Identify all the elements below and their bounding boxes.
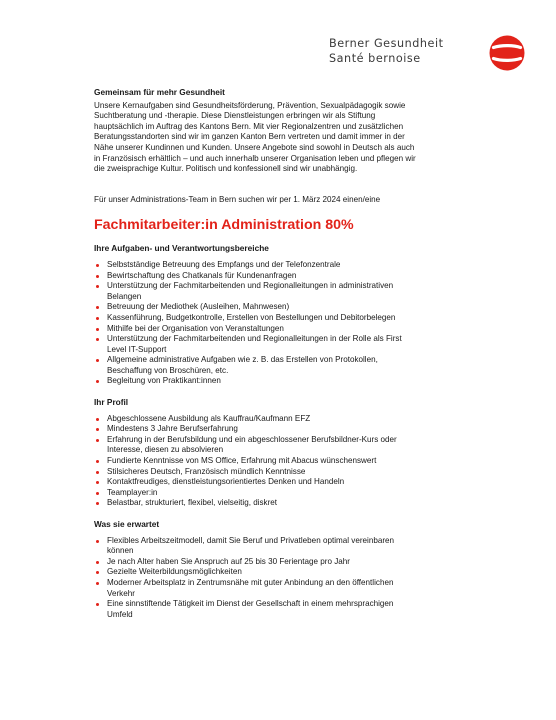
list-item-line: Abgeschlossene Ausbildung als Kauffrau/Kaufmann EFZ bbox=[107, 413, 311, 423]
list-item bbox=[94, 488, 474, 499]
list-item-line: Interesse, diesen zu absolvieren bbox=[107, 445, 224, 455]
bullet-dot-icon bbox=[96, 502, 99, 505]
list-item-line: Moderner Arbeitsplatz in Zentrumsnähe mit guter Anbindung an den öffentlichen bbox=[107, 577, 394, 587]
list-item-line: Gezielte Weiterbildungsmöglichkeiten bbox=[107, 567, 242, 577]
bullet-dot-icon bbox=[96, 471, 99, 474]
list-item-line: Belangen bbox=[107, 291, 142, 301]
list-item bbox=[94, 467, 474, 478]
bullet-dot-icon bbox=[96, 275, 99, 278]
bullet-dot-icon bbox=[96, 359, 99, 362]
berner-gesundheit-logo-icon bbox=[489, 30, 525, 76]
bullet-dot-icon bbox=[96, 540, 99, 543]
bullet-dot-icon bbox=[96, 561, 99, 564]
intro-text: Für unser Administrations-Team in Bern suchen wir per 1. März 2024 einen/eine bbox=[94, 194, 381, 204]
list-item-line: Umfeld bbox=[107, 609, 133, 619]
list-item bbox=[94, 302, 474, 313]
list-item-line: Belastbar, strukturiert, flexibel, vielseitig, diskret bbox=[107, 498, 278, 508]
list-item bbox=[94, 324, 474, 335]
bullet-dot-icon bbox=[96, 317, 99, 320]
about-line: Suchtberatung und -therapie. Diese Dienstleistungen erbringen wir als Stiftung bbox=[94, 111, 376, 121]
list-item-line: Beschaffung von Broschüren, etc. bbox=[107, 365, 229, 375]
tasks-list bbox=[94, 260, 474, 387]
list-item bbox=[94, 557, 474, 568]
list-item-line: Betreuung der Mediothek (Ausleihen, Mahnwesen) bbox=[107, 302, 290, 312]
bullet-dot-icon bbox=[96, 571, 99, 574]
list-item-line: Fundierte Kenntnisse von MS Office, Erfahrung mit Abacus wünschenswert bbox=[107, 456, 377, 466]
brand-header bbox=[329, 36, 529, 66]
list-item bbox=[94, 599, 474, 620]
about-line: die zweisprachige Kultur. Politisch und konfessionell sind wir unabhängig. bbox=[94, 164, 358, 174]
document-body bbox=[94, 87, 474, 620]
bullet-dot-icon bbox=[96, 418, 99, 421]
bullet-dot-icon bbox=[96, 264, 99, 267]
about-line: Beratungsstandorten sind wir im ganzen Kanton Bern vertreten und damit immer in der bbox=[94, 132, 405, 142]
list-item bbox=[94, 334, 474, 355]
list-item bbox=[94, 313, 474, 324]
list-item bbox=[94, 536, 474, 557]
list-item-line: Flexibles Arbeitszeitmodell, damit Sie Beruf und Privatleben optimal vereinbaren bbox=[107, 535, 395, 545]
job-title: Fachmitarbeiter:in Administration 80% bbox=[94, 217, 354, 234]
bullet-dot-icon bbox=[96, 306, 99, 309]
list-item-line: Stilsicheres Deutsch, Französisch mündlich Kenntnisse bbox=[107, 466, 306, 476]
list-item-line: können bbox=[107, 546, 134, 556]
list-item-line: Je nach Alter haben Sie Anspruch auf 25 bis 30 Ferientage pro Jahr bbox=[107, 556, 350, 566]
list-item-line: Verkehr bbox=[107, 588, 135, 598]
tasks-heading: Ihre Aufgaben- und Verantwortungsbereiche bbox=[94, 243, 269, 254]
bullet-dot-icon bbox=[96, 328, 99, 331]
list-item-line: Allgemeine administrative Aufgaben wie z. B. das Erstellen von Protokollen, bbox=[107, 355, 378, 365]
list-item-line: Kontaktfreudiges, dienstleistungsorientiertes Denken und Handeln bbox=[107, 477, 345, 487]
bullet-dot-icon bbox=[96, 380, 99, 383]
bullet-dot-icon bbox=[96, 338, 99, 341]
list-item bbox=[94, 498, 474, 509]
list-item-line: Teamplayer:in bbox=[107, 487, 158, 497]
about-line: in Französisch erhältlich – und auch innerhalb unserer Organisation leben und pflegen wir bbox=[94, 153, 416, 163]
about-heading: Gemeinsam für mehr Gesundheit bbox=[94, 87, 225, 97]
list-item bbox=[94, 355, 474, 376]
list-item bbox=[94, 567, 474, 578]
list-item-line: Begleitung von Praktikant:innen bbox=[107, 376, 221, 386]
list-item bbox=[94, 260, 474, 271]
brand-name-fr: Santé bernoise bbox=[329, 52, 421, 65]
profile-list bbox=[94, 414, 474, 509]
offer-list bbox=[94, 536, 474, 621]
bullet-dot-icon bbox=[96, 428, 99, 431]
profile-heading: Ihr Profil bbox=[94, 397, 129, 408]
bullet-dot-icon bbox=[96, 460, 99, 463]
offer-heading: Was sie erwartet bbox=[94, 519, 160, 529]
about-paragraph bbox=[94, 101, 474, 175]
list-item bbox=[94, 281, 474, 302]
list-item bbox=[94, 376, 474, 387]
bullet-dot-icon bbox=[96, 481, 99, 484]
list-item-line: Unterstützung der Fachmitarbeitenden und Regionalleitungen in administrativen bbox=[107, 281, 394, 291]
about-line: Nähe unserer Kundinnen und Kunden. Unsere Angebote sind sowohl in Deutsch als auch bbox=[94, 142, 415, 152]
list-item bbox=[94, 414, 474, 425]
list-item-line: Mithilfe bei der Organisation von Veranstaltungen bbox=[107, 323, 284, 333]
bullet-dot-icon bbox=[96, 439, 99, 442]
bullet-dot-icon bbox=[96, 603, 99, 606]
list-item-line: Mindestens 3 Jahre Berufserfahrung bbox=[107, 424, 238, 434]
bullet-dot-icon bbox=[96, 492, 99, 495]
list-item bbox=[94, 271, 474, 282]
list-item bbox=[94, 456, 474, 467]
list-item-line: Unterstützung der Fachmitarbeitenden und Regionalleitungen in der Rolle als First bbox=[107, 334, 402, 344]
list-item bbox=[94, 578, 474, 599]
list-item-line: Erfahrung in der Berufsbildung und ein abgeschlossener Berufsbildner-Kurs oder bbox=[107, 434, 397, 444]
brand-name-de: Berner Gesundheit bbox=[329, 37, 444, 50]
list-item bbox=[94, 435, 474, 456]
list-item-line: Eine sinnstiftende Tätigkeit im Dienst der Gesellschaft in einem mehrsprachigen bbox=[107, 599, 394, 609]
about-line: Unsere Kernaufgaben sind Gesundheitsförderung, Prävention, Sexualpädagogik sowie bbox=[94, 100, 406, 110]
list-item-line: Bewirtschaftung des Chatkanals für Kundenanfragen bbox=[107, 270, 297, 280]
bullet-dot-icon bbox=[96, 285, 99, 288]
list-item bbox=[94, 424, 474, 435]
list-item-line: Level IT-Support bbox=[107, 344, 167, 354]
about-line: hauptsächlich im Auftrag des Kantons Bern. Mit vier Regionalzentren und zusätzlichen bbox=[94, 121, 404, 131]
list-item-line: Kassenführung, Budgetkontrolle, Erstellen von Bestellungen und Debitorbelegen bbox=[107, 312, 396, 322]
list-item-line: Selbstständige Betreuung des Empfangs und der Telefonzentrale bbox=[107, 259, 341, 269]
list-item bbox=[94, 477, 474, 488]
bullet-dot-icon bbox=[96, 582, 99, 585]
